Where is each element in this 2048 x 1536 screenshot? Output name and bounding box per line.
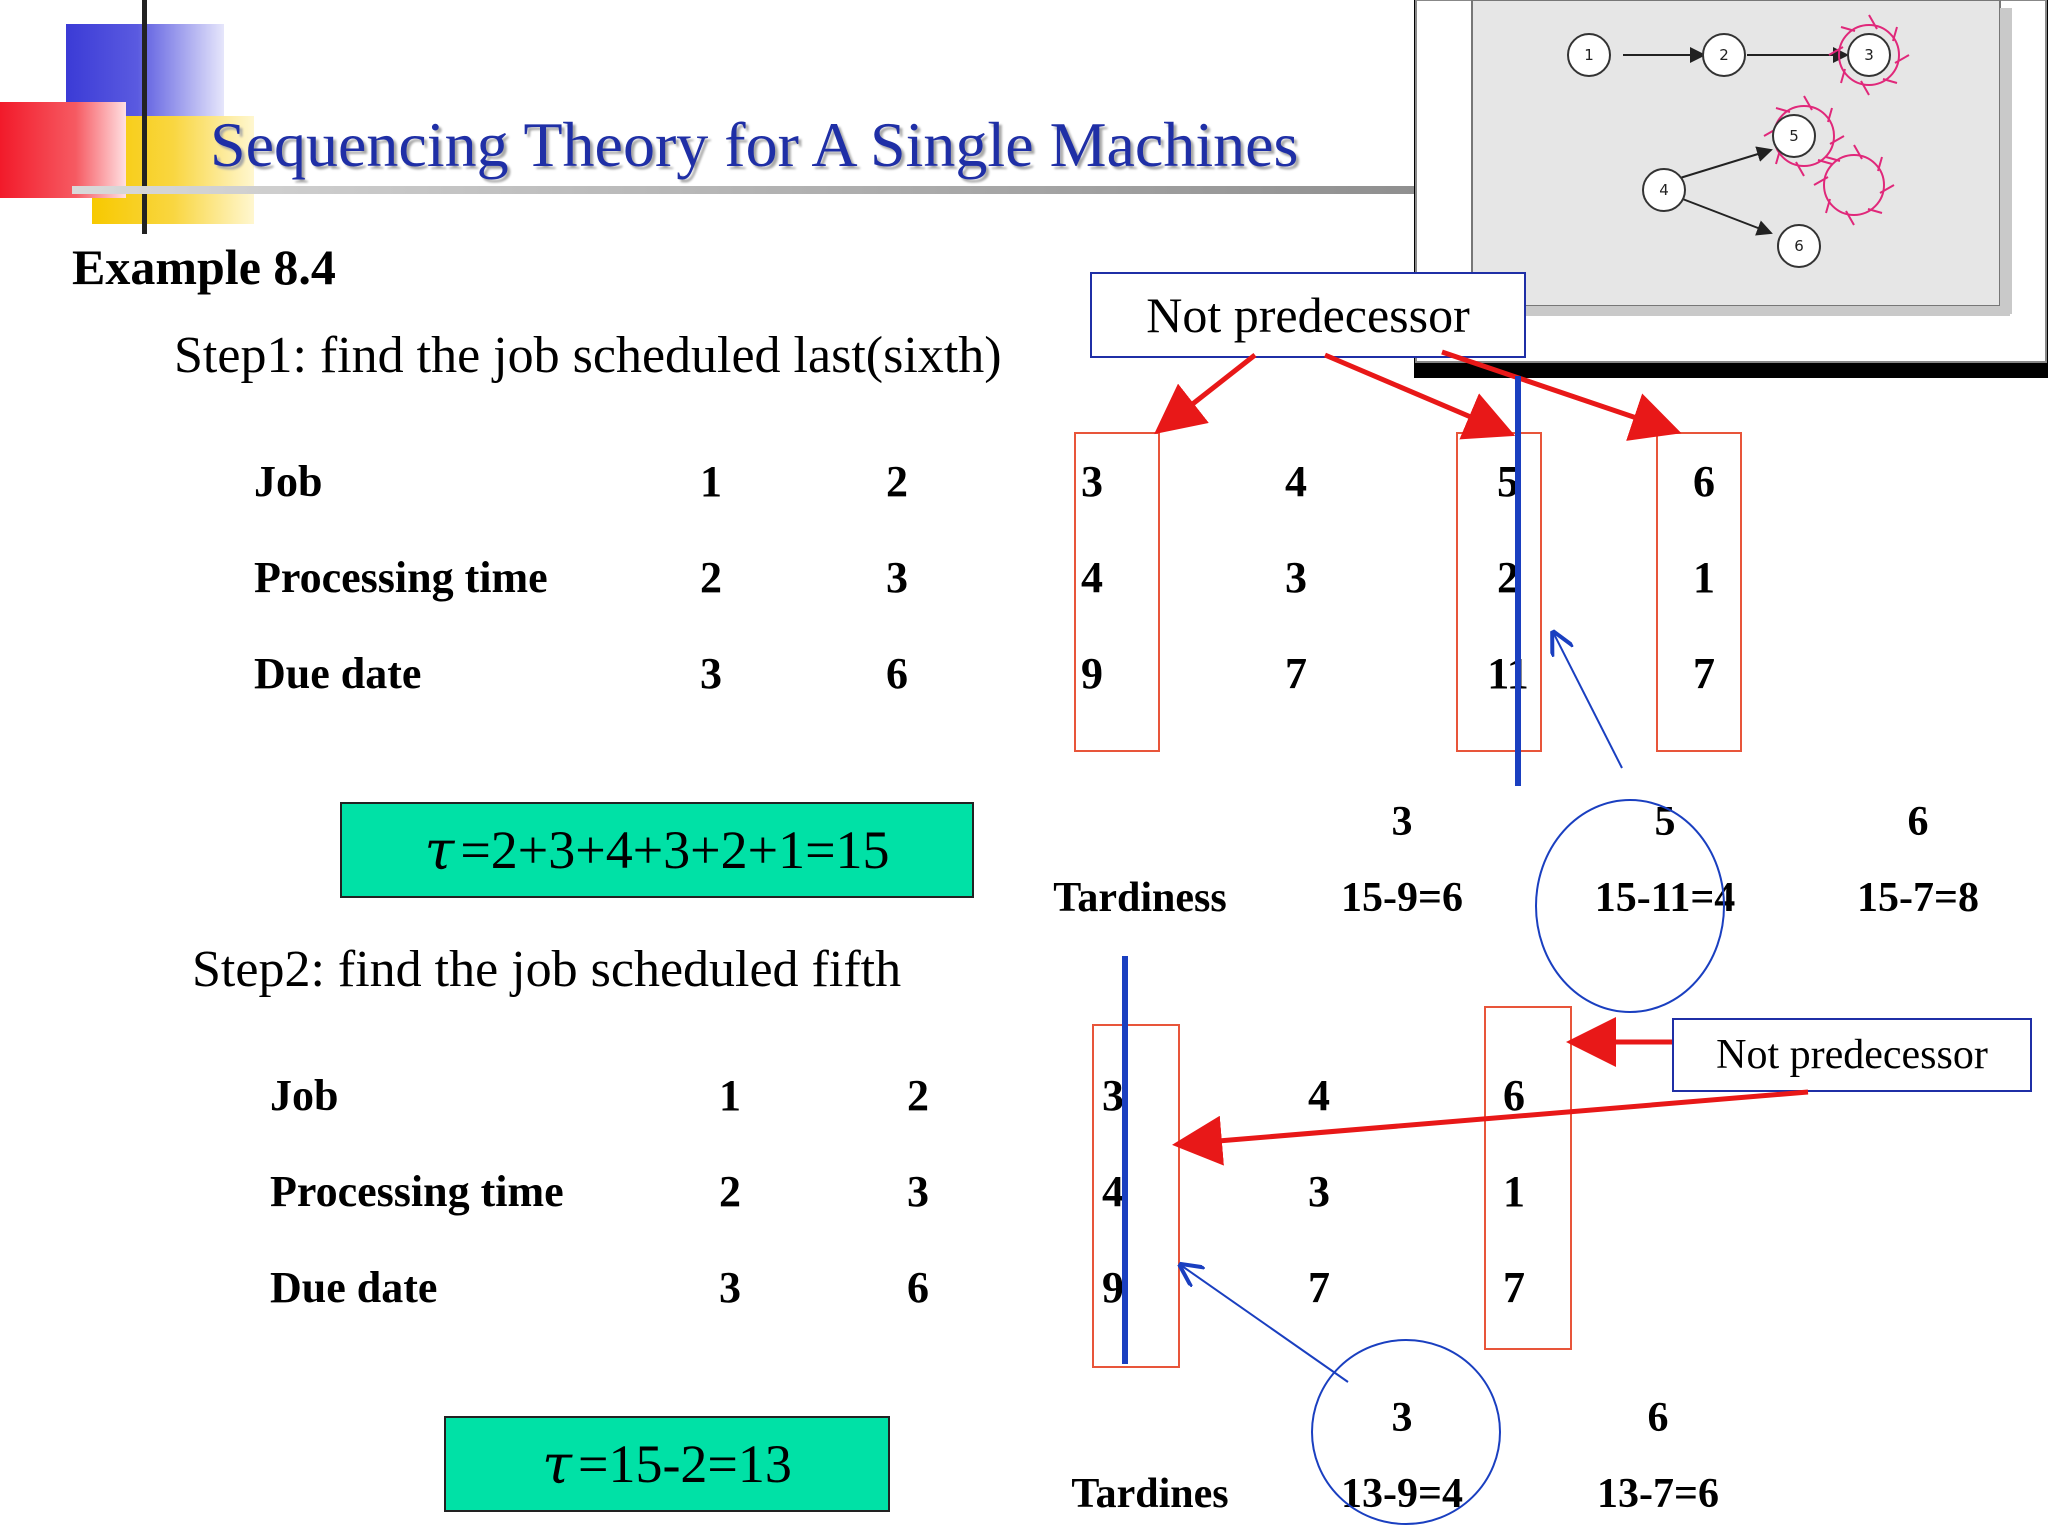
step2-label-processing: Processing time [270,1167,564,1216]
step1-heading: Step1: find the job scheduled last(sixth) [174,327,1002,384]
step2-label-due: Due date [270,1263,438,1312]
step2-tau-expression: =15-2=13 [577,1434,792,1494]
step2-selection-circle [1312,1340,1500,1524]
node-label-1: 1 [1584,46,1594,64]
step1-label-processing: Processing time [254,553,548,602]
node-label-2: 2 [1719,46,1729,64]
step2-arrow-to-job3 [1182,1092,1808,1144]
step1-label-job: Job [254,457,323,506]
slide-title: Sequencing Theory for A Single Machines [210,109,1299,180]
example-heading: Example 8.4 [72,239,336,295]
step2-not-predecessor-text: Not predecessor [1716,1032,1988,1078]
step1-selection-circle [1536,800,1724,1012]
node-label-4: 4 [1659,181,1669,199]
step2-heading: Step2: find the job scheduled fifth [192,941,902,998]
step2-pointer-arrow [1182,1266,1348,1382]
tau-symbol: τ [542,1432,572,1496]
tau-symbol: τ [424,818,455,882]
node-label-5: 5 [1789,127,1799,145]
step1-not-predecessor-text: Not predecessor [1146,287,1470,343]
step1-arrow-to-job3 [1162,355,1255,428]
step1-pointer-arrow [1554,634,1622,768]
step1-label-due: Due date [254,649,422,698]
node-label-3: 3 [1864,46,1874,64]
node-label-6: 6 [1794,237,1804,255]
step1-tau-expression: =2+3+4+3+2+1=15 [460,820,890,880]
step2-label-job: Job [270,1071,339,1120]
